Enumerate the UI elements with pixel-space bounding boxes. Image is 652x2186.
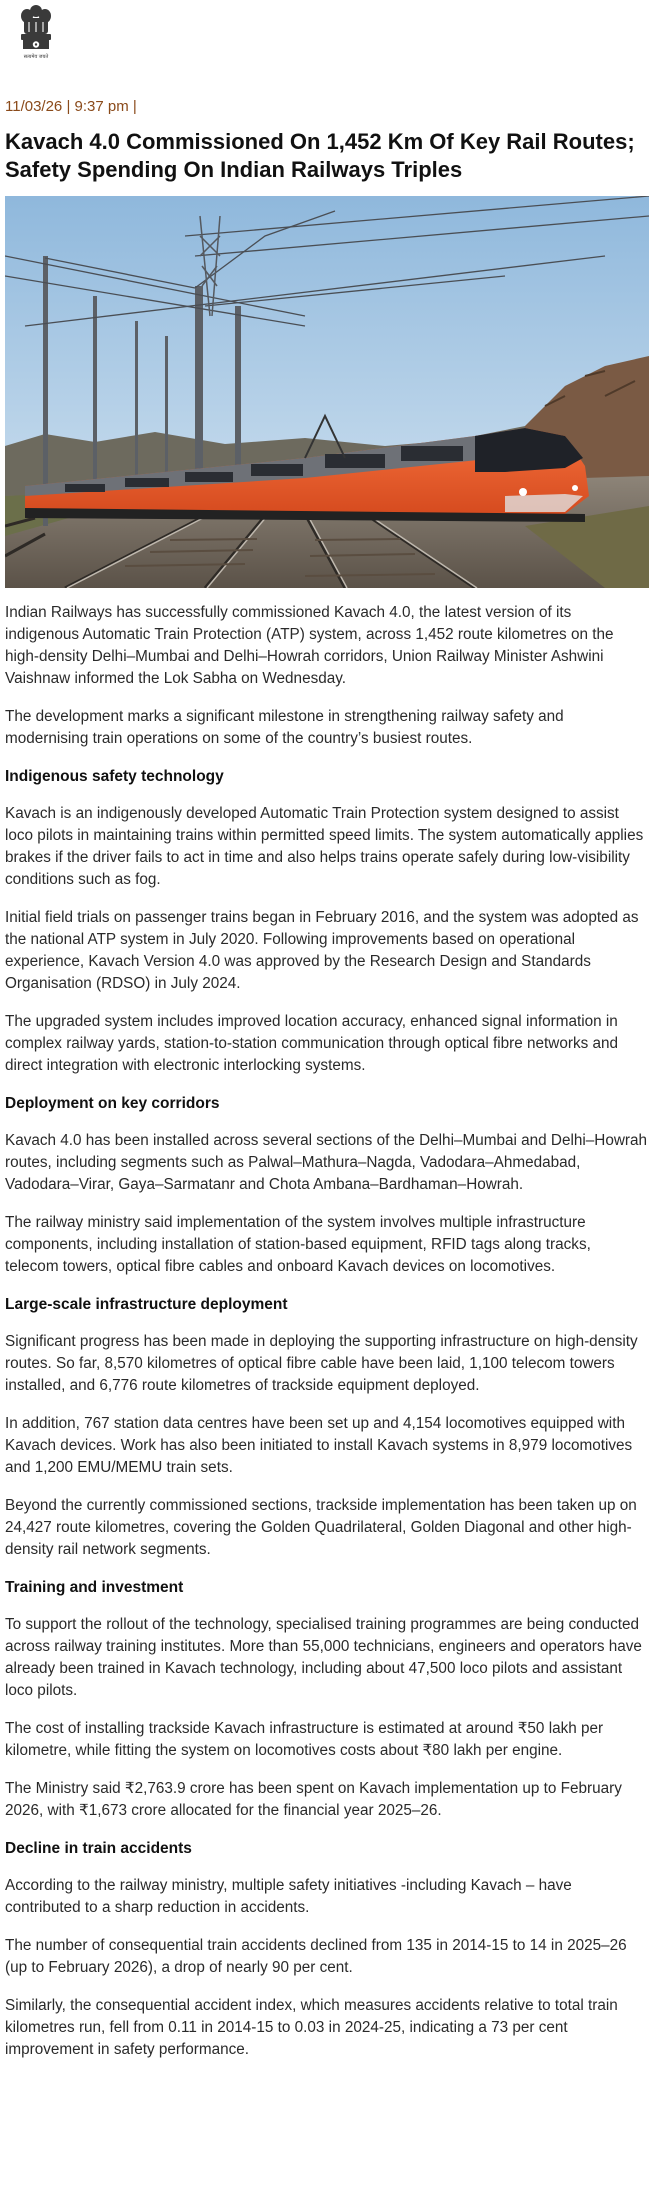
national-emblem-logo[interactable] <box>14 2 58 62</box>
article-paragraph-4: Initial field trials on passenger trains began in February 2016, and the system was adopted as the national ATP system in July 2020. Following improvements based on operational experience, Kavach Version 4.0 was approved by the Research Design and Standards Organisation (RDSO) in July 2024. <box>5 909 639 992</box>
article-paragraph-7: The railway ministry said implementation of the system involves multiple infrastructure components, including installation of station-based equipment, RFID tags along tracks, telecom towers, optical fibre cables and onboard Kavach devices on locomotives. <box>5 1214 591 1275</box>
section-heading-infrastructure: Large-scale infrastructure deployment <box>5 1296 288 1313</box>
emblem-caption: सत्यमेव जयते <box>23 54 49 60</box>
section-heading-deployment: Deployment on key corridors <box>5 1095 220 1112</box>
article-paragraph-3: Kavach is an indigenously developed Automatic Train Protection system designed to assist loco pilots in maintaining trains within permitted speed limits. The system automatically applies brakes if the driver fails to act in time and also helps trains operate safely during low-visibility conditions such as fog. <box>5 805 644 888</box>
article-paragraph-9: In addition, 767 station data centres have been set up and 4,154 locomotives equipped with Kavach devices. Work has also been initiated to install Kavach systems in 8,979 locomotives and 1,200 EMU/MEMU train sets. <box>5 1415 633 1476</box>
article-title: Kavach 4.0 Commissioned On 1,452 Km Of Key Rail Routes; Safety Spending On Indian Railways Triples <box>5 129 635 182</box>
article-meta: 11/03/26 | 9:37 pm | <box>5 98 137 115</box>
article-paragraph-15: The number of consequential train accidents declined from 135 in 2014-15 to 14 in 2025–26 (up to February 2026), a drop of nearly 90 per cent. <box>5 1937 627 1976</box>
article-paragraph-16: Similarly, the consequential accident index, which measures accidents relative to total train kilometres run, fell from 0.11 in 2014-15 to 0.03 in 2024-25, indicating a 73 per cent improvement in safety performance. <box>5 1997 618 2058</box>
vande-bharat-train-photo <box>5 196 649 588</box>
national-emblem-icon <box>14 2 58 62</box>
article-body <box>5 602 647 2077</box>
hero-image <box>5 196 649 588</box>
article-paragraph-8: Significant progress has been made in deploying the supporting infrastructure on high-density routes. So far, 8,570 kilometres of optical fibre cable have been laid, 1,100 telecom towers installed, and 6,776 route kilometres of trackside equipment deployed. <box>5 1333 638 1394</box>
article-paragraph-1: Indian Railways has successfully commissioned Kavach 4.0, the latest version of its indigenous Automatic Train Protection (ATP) system, across 1,452 route kilometres on the high-density Delhi–Mumbai and Delhi–Howrah corridors, Union Railway Minister Ashwini Vaishnaw informed the Lok Sabha on Wednesday. <box>5 604 614 687</box>
article-paragraph-6: Kavach 4.0 has been installed across several sections of the Delhi–Mumbai and Delhi–Howrah routes, including segments such as Palwal–Mathura–Nagda, Vadodara–Ahmedabad, Vadodara–Virar, Gaya–Sarmatanr and Chota Ambana–Bardhaman–Howrah. <box>5 1132 647 1193</box>
article-paragraph-13: The Ministry said ₹2,763.9 crore has been spent on Kavach implementation up to February 2026, with ₹1,673 crore allocated for the financial year 2025–26. <box>5 1780 622 1819</box>
article-paragraph-14: According to the railway ministry, multiple safety initiatives -including Kavach – have contributed to a sharp reduction in accidents. <box>5 1877 572 1916</box>
section-heading-training: Training and investment <box>5 1579 184 1596</box>
section-heading-indigenous-safety: Indigenous safety technology <box>5 768 224 785</box>
article-paragraph-12: The cost of installing trackside Kavach infrastructure is estimated at around ₹50 lakh per kilometre, while fitting the system on locomotives costs about ₹80 lakh per engine. <box>5 1720 604 1759</box>
article-paragraph-10: Beyond the currently commissioned sections, trackside implementation has been taken up on 24,427 route kilometres, covering the Golden Quadrilateral, Golden Diagonal and other high-density rail network segments. <box>5 1497 637 1558</box>
section-heading-accidents: Decline in train accidents <box>5 1840 192 1857</box>
article-paragraph-2: The development marks a significant milestone in strengthening railway safety and modernising train operations on some of the country’s busiest routes. <box>5 708 564 747</box>
article-paragraph-11: To support the rollout of the technology, specialised training programmes are being conducted across railway training institutes. More than 55,000 technicians, engineers and operators have already been trained in Kavach technology, including about 47,500 loco pilots and assistant loco pilots. <box>5 1616 642 1699</box>
article-paragraph-5: The upgraded system includes improved location accuracy, enhanced signal information in complex railway yards, station-to-station communication through optical fibre networks and direct integration with electronic interlocking systems. <box>5 1013 619 1074</box>
